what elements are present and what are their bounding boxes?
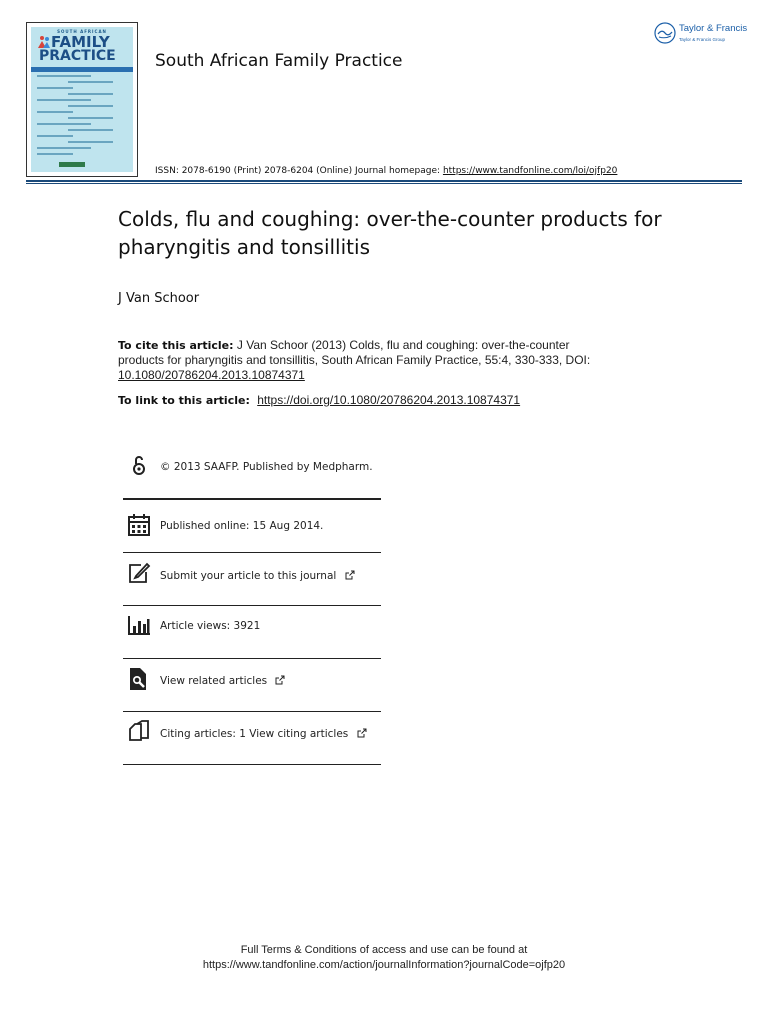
submit-article-label: Submit your article to this journal: [160, 570, 337, 582]
issn-line: [155, 166, 617, 176]
external-link-icon: [357, 728, 367, 738]
journal-title: South African Family Practice: [155, 51, 403, 71]
related-articles-label: View related articles: [160, 675, 268, 687]
calendar-icon: [127, 513, 151, 537]
cover-publisher-logo: [59, 162, 85, 167]
cover-background: [31, 27, 133, 172]
cite-text: J Van Schoor (2013) Colds, flu and coughing: over-the-counter products for pharyngitis and tonsillitis, South African Family Practice, 55:4, 330-333, DOI:: [118, 338, 591, 367]
terms-footer: [0, 943, 768, 973]
submit-row[interactable]: [123, 553, 381, 606]
cite-doi-link[interactable]: 10.1080/20786204.2013.10874371: [118, 368, 305, 382]
citing-row[interactable]: [123, 712, 381, 765]
link-label: To link to this article:: [118, 394, 250, 407]
copyright-row: [123, 445, 381, 500]
related-articles-link[interactable]: [160, 675, 285, 687]
cover-logo-icon: [37, 35, 51, 49]
issn-text: ISSN: 2078-6190 (Print) 2078-6204 (Online) Journal homepage:: [155, 166, 441, 176]
journal-homepage-link[interactable]: https://www.tandfonline.com/loi/ojfp20: [442, 166, 618, 176]
open-access-icon: [127, 453, 151, 477]
external-link-icon: [345, 570, 355, 580]
edit-icon: [127, 561, 151, 585]
citation-icon: [127, 720, 151, 744]
header-divider-thin: [26, 183, 742, 184]
search-document-icon: [127, 667, 151, 691]
cover-supertitle: SOUTH AFRICAN: [57, 29, 107, 34]
header-divider: [26, 180, 742, 182]
citation-block: [118, 338, 618, 383]
citing-articles-link[interactable]: [160, 728, 367, 740]
cover-masthead: [31, 27, 133, 65]
published-date: Published online: 15 Aug 2014.: [160, 520, 324, 532]
views-row: [123, 606, 381, 659]
article-doi-link[interactable]: https://doi.org/10.1080/20786204.2013.10874371: [257, 393, 521, 407]
terms-url[interactable]: https://www.tandfonline.com/action/journalInformation?journalCode=ojfp20: [202, 959, 566, 971]
article-author: J Van Schoor: [118, 291, 200, 306]
article-link-line: [118, 393, 520, 407]
cover-title-family: FAMILY: [51, 33, 110, 51]
article-title: Colds, flu and coughing: over-the-counter products for pharyngitis and tonsillitis: [118, 207, 662, 259]
taylor-francis-logo-icon: [654, 22, 676, 44]
journal-cover-image: [26, 22, 138, 177]
cover-contents: [37, 75, 127, 156]
terms-line: Full Terms & Conditions of access and use can be found at: [240, 944, 528, 956]
citing-articles-label: Citing articles: 1 View citing articles: [160, 728, 349, 740]
published-row: [123, 500, 381, 553]
cover-title-practice: PRACTICE: [39, 48, 116, 64]
submit-article-link[interactable]: [160, 570, 355, 582]
publisher-name: Taylor & Francis: [679, 23, 748, 34]
cover-band: [31, 67, 133, 72]
cite-label: To cite this article:: [118, 339, 234, 352]
copyright-text: © 2013 SAAFP. Published by Medpharm.: [160, 461, 373, 473]
related-row[interactable]: [123, 659, 381, 712]
external-link-icon: [275, 675, 285, 685]
bar-chart-icon: [127, 613, 151, 637]
publisher-group: Taylor & Francis Group: [679, 37, 726, 42]
article-views: Article views: 3921: [160, 620, 261, 632]
publisher-logo[interactable]: [654, 22, 747, 46]
article-info-list: [123, 445, 381, 765]
